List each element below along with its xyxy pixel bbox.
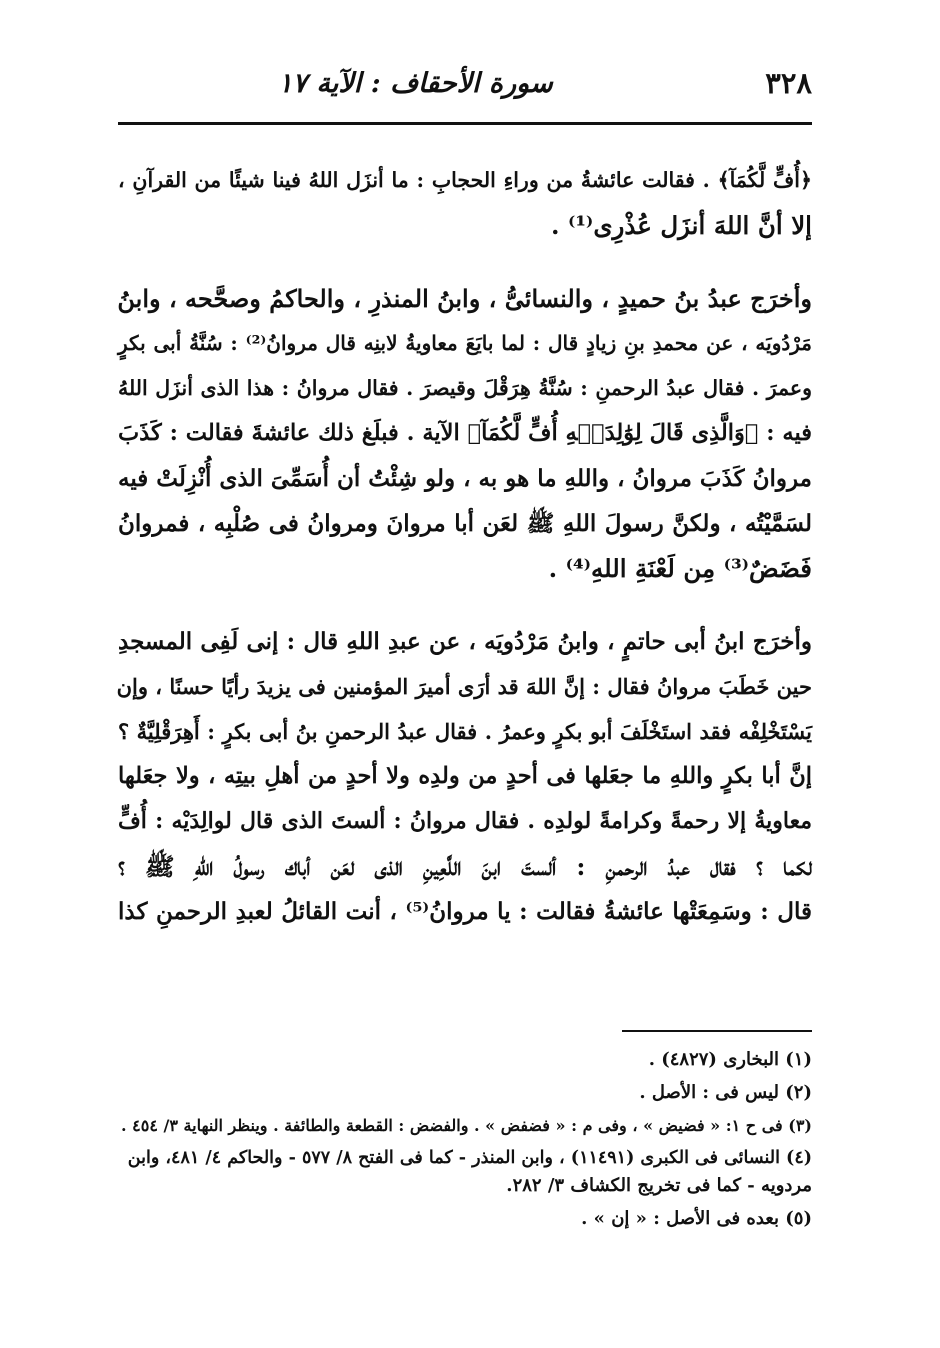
footnote-line: (٢) ليس فى : الأصل . <box>639 1082 812 1103</box>
text-line: حين خَطَبَ مروانُ فقال : إنَّ اللهَ قد أرَى أميرَ المؤمنين فى يزيدَ رأيًا حسنًا ، وإن <box>116 674 812 699</box>
text-line: وأخرَج ابنُ أبى حاتمٍ ، وابنُ مَرْدُويَه ، عن عبدِ اللهِ قال : إنى لَفِى المسجدِ <box>118 628 812 655</box>
running-head <box>118 66 812 112</box>
footnote-line: (١) البخارى (٤٨٢٧) . <box>648 1049 812 1070</box>
text-line: وأخرَج عبدُ بنُ حميدٍ ، والنسائىُّ ، وابنُ المنذرِ ، والحاكمُ وصحَّحه ، وابنُ <box>117 284 812 313</box>
text-line: قال : وسَمِعَتْها عائشةُ فقالت : يا مروانُ⁽⁵⁾ ، أنت القائلُ لعبدِ الرحمنِ كذا <box>118 898 812 925</box>
text-line: لكما ؟ فقال عبدُ الرحمنِ : ألستَ ابنَ اللَّعِينِ الذى لعَن أباك رسولُ اللهِ ﷺ ؟ <box>118 852 812 881</box>
text-line: معاويةُ إلا رحمةً وكرامةً لولدِه . فقال مروانُ : ألستَ الذى قال لوالِدَيْه : أُفٍّ <box>118 808 812 834</box>
footnote-line: (٥) بعده فى الأصل : « إن » . <box>581 1208 812 1229</box>
paragraph-1 <box>118 158 812 248</box>
footnotes <box>118 1046 812 1238</box>
text-line: فيه : ﴿وَالَّذِى قَالَ لِوَٰلِدَيۡهِ أُفٍّ لَّكُمَآ﴾ الآية . فبلَغ ذلك عائشةَ فقالت : كَذَبَ <box>118 420 812 446</box>
paragraph-3 <box>118 619 812 934</box>
text-line: لسَمَّيْتُه ، ولكنَّ رسولَ اللهِ ﷺ لعَن أبا مروانَ ومروانُ فى صُلْبِه ، فمروانُ <box>118 510 812 537</box>
footnote-2 <box>118 1079 812 1106</box>
footnote-1 <box>118 1046 812 1073</box>
page-number: ٣٢٨ <box>765 66 812 100</box>
main-text <box>118 158 812 934</box>
footnote-line: (٣) فى ح ١: « فضيض » ، وفى م : « فضفض » . والفضض : القطعة والطائفة . وينظر النهاية ٣/ ٤٥٤ . <box>121 1116 812 1135</box>
text-line: فَضَضٌ⁽³⁾ مِن لَعْنَةِ اللهِ⁽⁴⁾ . <box>548 554 812 583</box>
header-rule <box>118 122 812 125</box>
text-line: مروانُ كَذَبَ مروانُ ، واللهِ ما هو به ، ولو شِئْتُ أن أُسَمِّىَ الذى أُنْزِلَتْ فيه <box>118 465 812 492</box>
footnote-line: (٤) النسائى فى الكبرى (١١٤٩١) ، وابن المنذر - كما فى الفتح ٨/ ٥٧٧ - والحاكم ٤/ ٤٨١، وابن <box>127 1148 812 1168</box>
paragraph-2 <box>118 276 812 591</box>
footnote-4 <box>118 1145 812 1199</box>
text-line: إنَّ أبا بكرٍ واللهِ ما جعَلها فى أحدٍ من ولدِه ولا أحدٍ من أهلِ بيتِه ، ولا جعَلها <box>118 763 812 789</box>
footnote-3 <box>118 1112 812 1139</box>
footnote-5 <box>118 1205 812 1232</box>
text-line: يَسْتَخْلِفْه فقد استَخْلَفَ أبو بكرٍ وعمرُ . فقال عبدُ الرحمنِ بنُ أبى بكرٍ : أَهِرَقْلِيَّةٌ ؟ <box>118 719 812 744</box>
footnote-rule <box>622 1030 812 1032</box>
surah-title: سورة الأحقاف : الآية ١٧ <box>278 68 553 99</box>
text-line: وعمرَ . فقال عبدُ الرحمنِ : سُنَّةُ هِرَقْلَ وقيصرَ . فقال مروانُ : هذا الذى أنزَل اللهُ <box>118 376 812 400</box>
text-line: إلا أنَّ اللهَ أنزَل عُذْرِى⁽¹⁾ . <box>550 211 812 240</box>
footnote-line: مردويه - كما فى تخريج الكشاف ٣/ ٢٨٢. <box>506 1175 812 1196</box>
text-line: ﴿أُفٍّ لَّكُمَآ﴾ . فقالت عائشةُ من وراءِ الحجابِ : ما أنزَل اللهُ فينا شيئًا من القرآنِ ، <box>118 168 812 192</box>
text-line: مَرْدُويَه ، عن محمدِ بنِ زيادٍ قال : لما بايَعَ معاويةُ لابنِه قال مروانُ⁽²⁾ : سُنَّةُ أبى بكرٍ <box>118 331 813 355</box>
